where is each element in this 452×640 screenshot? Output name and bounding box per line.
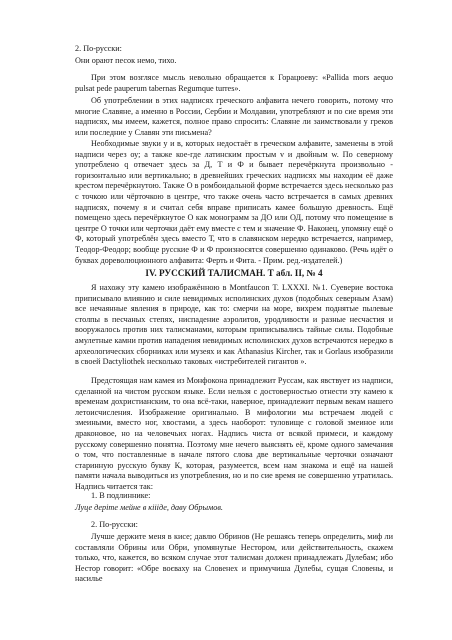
paragraph-cameo: Предстоящая нам камея из Монфокона принадлежит Руссам, как явствует из надписи, сделанной на чистом русском языке. Если нельзя с достоверностью отнести эту камею к временам дохристианским, то она всё-таки, наверное, принадлежит первым векам нашего летоисчисления. Изображение оригинально. В мифологии мы встречаем людей с змеиными, вместо ног, хвостами, а здесь наоборот: туловище с головой змеиное или драконовое, но на человечьих ногах. Надпись чиста от всякой примеси, и каждому русскому совершенно понятна. Поэтому мне нечего выяснять её, кроме одного замечания о том, что поставленные в начале пятого слова две вертикальные черточки означают старинную русскую букву К, которая, разумеется, всем нам знакома и ещё на нашей памяти начала выводиться из употребления, но и по сие время не совершенно утратилась. Надпись читается так: (75, 376, 393, 491)
paragraph-greek-alphabet: Об употреблении в этих надписях греческого алфавита нечего говорить, потому что многие Славяне, а именно в России, Сербии и Молдавии, употребляют и по сие время эти надписях, мы имеем, кажется, полное право спросить: Славяне ли заимствовали у греков или последние у Славян эти письмена? (75, 96, 393, 137)
paragraph-montfaucon: Я нахожу эту камею изображённою в Montfaucon T. LXXXI. №1. Суеверие востока приписывало влиянию и силе невидимых исполинских духов (подобных северным Азам) все нечаянные явления в природе, как то: смерчи на море, вихрем поднятые пылевые столпы в песчаных степях, ниспадение аэролитов, уродливости и разные несчастия и вооружалось против них талисманами, которым приписывались тайные силы. Подобные амулетные камни против нападения невидимых исполинских духов встречаются нередко в археологических сборниках или музеях и как Athanasius Kircher, так и Gorlaus изобразили в своей Dactyliothek несколько таковых «истребителей гигантов ». (75, 283, 393, 367)
block1-label: 2. По-русски: (75, 44, 122, 53)
paragraph-obrins: Лучше держите меня в кисе; давлю Обринов (Не решаясь теперь определить, миф ли составляли Обрины или Обри, упомянутые Нестором, или действительность, скажем только, что, кажется, во всяком случае этот талисман должен принадлежать Дулебам; ибо Нестор говорит: «Обре воєваху на Словенех и примучиша Дулебы, сущая Словены, и насилье (75, 532, 393, 584)
paragraph-sounds: Необходимые звуки у и в, которых недостаёт в греческом алфавите, заменены в этой надписи через оу; а также кое-где латинским простым v и двойным w. По северному употреблено q отвечает здесь за Д, Т и Ф и бывает перечёркнута произвольно - горизонтально или вертикально; в древнейших греческих надписях мы находим её даже крестом перечёркнутою. Также О в ромбоидальной форме встречается здесь несколько раз с точкою или чёрточкою в центре, что также очень часто встречается в самых древних надписях, почему я и считал себя вправе приписать камее большую древность. Ещё помещено здесь перечёркнутое О как монограмм за ДО или ОД, потому что помещение в центре О точки или черточки даёт ему вместе с тем и значение Ф. Наконец, упомяну ещё о Ф, который употреблён здесь вместо Т, что в славянском нередко встречается, например, Теодор-Феодор; вообще русские Ф и Ф произносятся совершенно одинаково. (Речь идёт о буквах дореволюционного алфавита: Ферть и Фита. - Прим. ред.-издателей.) (75, 139, 393, 265)
block1-text: Они орают песок немо, тихо. (75, 56, 177, 65)
paragraph-horace: При этом возглясе мысль невольно обращается к Горацюеву: «Pallida mors aequo pulsat pede pauperum tabernas Regumque turres». (75, 73, 393, 93)
section-title: IV. РУССКИЙ ТАЛИСМАН. Т абл. II, № 4 (145, 268, 323, 278)
russian-label: 2. По-русски: (91, 520, 138, 529)
original-text: Луце дерiте мейне в кiiiде, даву Обрымов. (75, 503, 223, 512)
original-label: 1. В подлиннике: (91, 491, 151, 500)
